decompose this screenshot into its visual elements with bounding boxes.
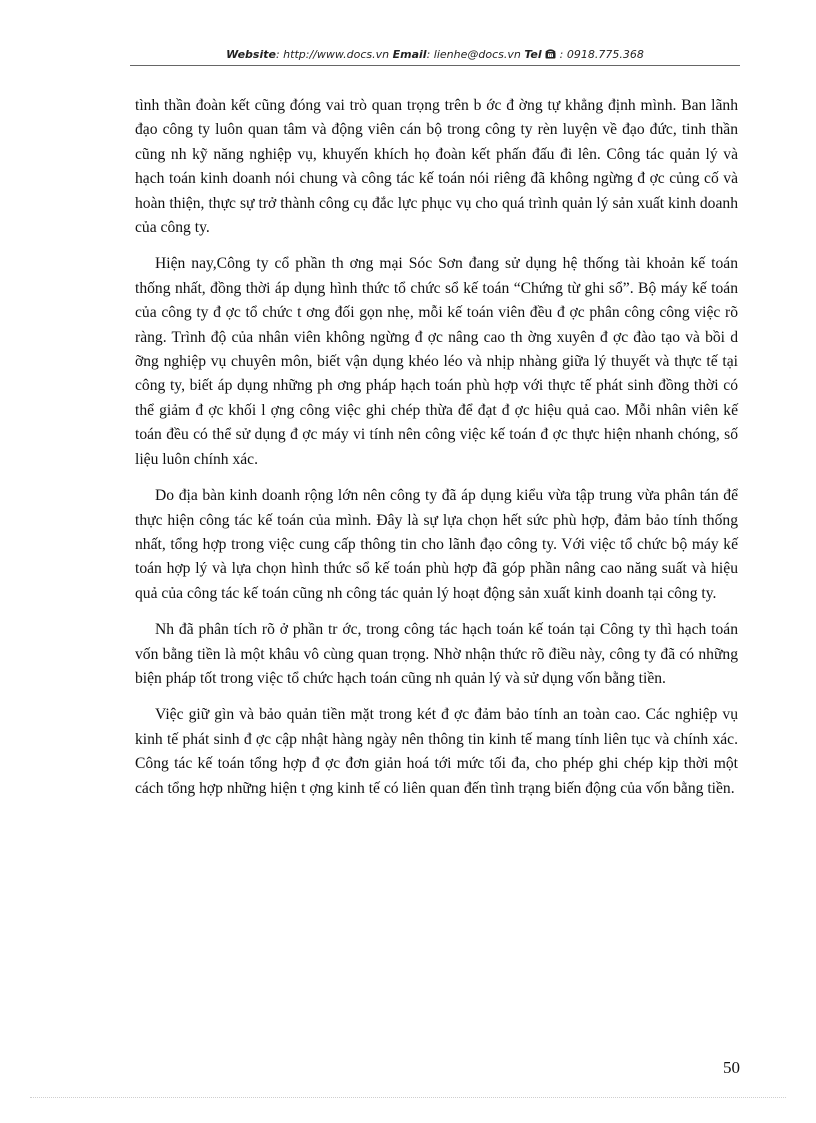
website-value: : http://www.docs.vn — [275, 48, 390, 61]
page-number: 50 — [723, 1058, 740, 1077]
paragraph: Hiện nay,Công ty cổ phần th ơng mại Sóc Sơn đang sử dụng hệ thống tài khoản kế toán thống nhất, đồng thời áp dụng hình thức tổ chức sổ kế toán “Chứng từ ghi sổ”. Bộ máy kế toán của công ty đ ợc tổ chức t ơng đối gọn nhẹ, mỗi kế toán viên đều đ ợc phân công công việc rõ ràng. Trình độ của nhân viên không ngừng đ ợc nâng cao th ờng xuyên đ ợc đào tạo và bồi d ỡng nghiệp vụ chuyên môn, biết vận dụng khéo léo và nhịp nhàng giữa lý thuyết và thực tế tại công ty, biết áp dụng những ph ơng pháp hạch toán phù hợp với thực tế phát sinh đồng thời có thể giảm đ ợc khối l ợng công việc ghi chép thừa để đạt đ ợc hiệu quả cao. Mỗi nhân viên kế toán đều có thể sử dụng đ ợc máy vi tính nên công việc kế toán đ ợc thực hiện nhanh chóng, số liệu luôn chính xác. — [135, 255, 738, 468]
paragraph: Việc giữ gìn và bảo quản tiền mặt trong két đ ợc đảm bảo tính an toàn cao. Các nghiệp vụ kinh tế phát sinh đ ợc cập nhật hàng ngày nên thông tin kinh tế mang tính liên tục và chính xác. Công tác kế toán tổng hợp đ ợc đơn giản hoá tới mức tối đa, cho phép ghi chép kịp thời một cách tổng hợp những hiện t ợng kinh tế có liên quan đến tình trạng biến động của vốn bằng tiền. — [135, 706, 738, 797]
phone-icon — [545, 48, 560, 61]
tel-value: : 0918.775.368 — [559, 48, 644, 61]
footer-divider — [30, 1097, 786, 1098]
email-value: : lienhe@docs.vn — [426, 48, 521, 61]
website-label: Website — [226, 48, 276, 61]
page-header — [130, 48, 740, 61]
paragraph: Do địa bàn kinh doanh rộng lớn nên công ty đã áp dụng kiểu vừa tập trung vừa phân tán để thực hiện công tác kế toán của mình. Đây là sự lựa chọn hết sức phù hợp, đảm bảo tính thống nhất, tổng hợp trong việc cung cấp thông tin cho lãnh đạo công ty. Với việc tổ chức bộ máy kế toán hợp lý và lựa chọn hình thức sổ kế toán phù hợp đã góp phần nâng cao năng suất và hiệu quả của công tác kế toán cũng nh công tác quản lý hoạt động sản xuất kinh doanh tại công ty. — [135, 487, 738, 602]
paragraph: Nh đã phân tích rõ ở phần tr ớc, trong công tác hạch toán kế toán tại Công ty thì hạch toán vốn bằng tiền là một khâu vô cùng quan trọng. Nhờ nhận thức rõ điều này, công ty đã có những biện pháp tốt trong việc tổ chức hạch toán cũng nh quản lý và sử dụng vốn bằng tiền. — [135, 621, 738, 687]
paragraph: tình thần đoàn kết cũng đóng vai trò quan trọng trên b ớc đ ờng tự khẳng định mình. Ban lãnh đạo công ty luôn quan tâm và động viên cán bộ trong công ty rèn luyện về đạo đức, tinh thần cũng nh kỹ năng nghiệp vụ, khuyến khích họ đoàn kết phấn đấu đi lên. Công tác quản lý và hạch toán kinh doanh nói chung và công tác kế toán nói riêng đã không ngừng đ ợc củng cố và hoàn thiện, thực sự trở thành công cụ đắc lực phục vụ cho quá trình quản lý sản xuất kinh doanh của công ty. — [135, 97, 738, 237]
header-divider — [130, 65, 740, 66]
email-label: Email — [392, 48, 427, 61]
document-body — [135, 94, 738, 813]
tel-label: Tel — [524, 48, 542, 61]
